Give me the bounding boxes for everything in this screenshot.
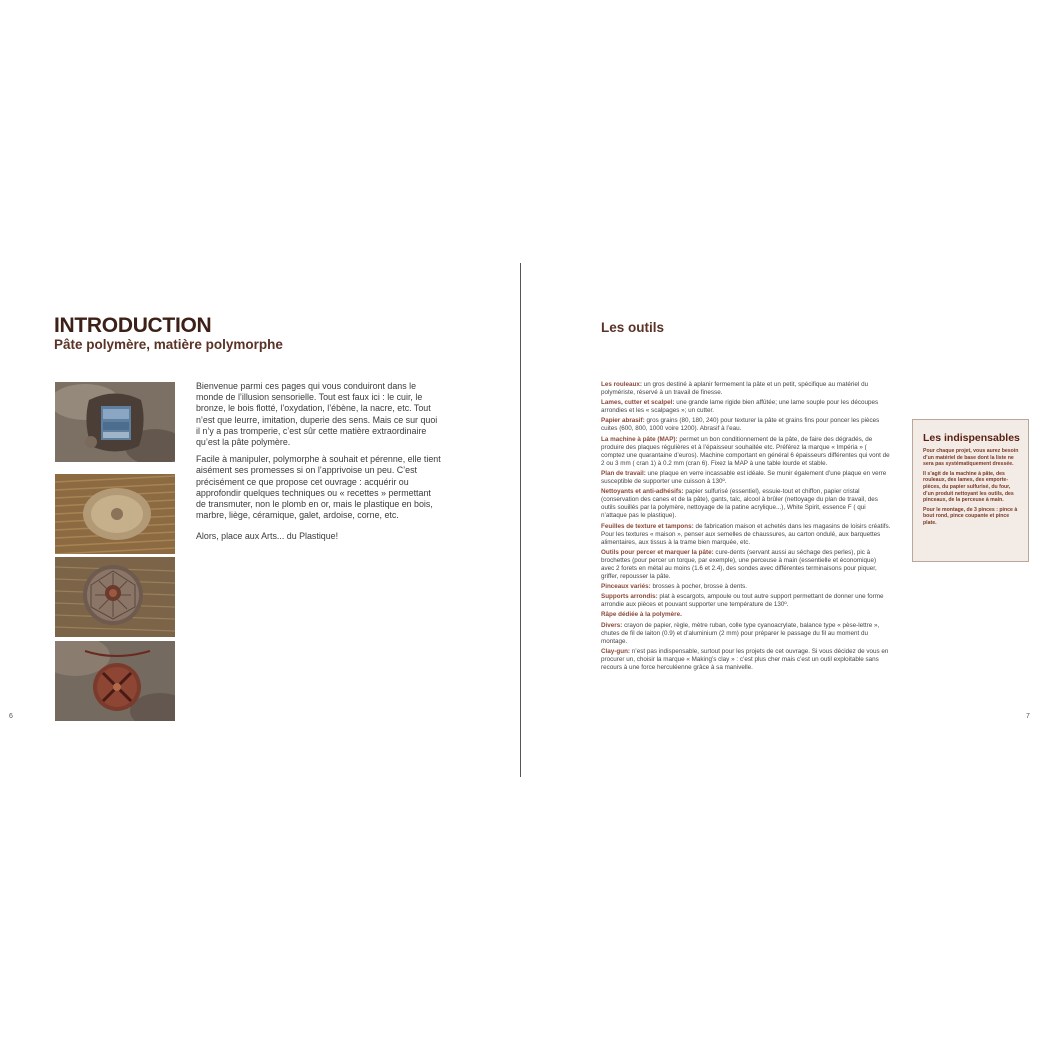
list-item: Lames, cutter et scalpel: une grande lame rigide bien affûtée; une lame souple pour les découpes arrondies et les « scalpages »; un cutter. xyxy=(601,399,879,415)
page-number-left: 6 xyxy=(9,713,13,720)
list-item: Papier abrasif: gros grains (80, 180, 240) pour texturer la pâte et grains fins pour poncer les pièces cuites (600, 800, 1000 voire 1200). Abrasif à l’eau. xyxy=(601,417,880,433)
intro-paragraph: Bienvenue parmi ces pages qui vous conduiront dans le monde de l’illusion sensorielle. Tout est faux ici : le cuir, le bronze, le bois flotté, l’oxydation, l’ébène, la nacre, etc. Tout n’est que leurre, imitation, duperie des sens. Mais ce sur quoi il n’y a pas tromperie, c’est sûr cette matière extraordinaire qu’est la pâte polymère. xyxy=(196,381,438,448)
intro-paragraph: Alors, place aux Arts... du Plastique! xyxy=(196,531,339,542)
sidebar-box-essentials xyxy=(912,419,1029,562)
photo-bronze-medallion xyxy=(55,557,175,637)
photo-cork-texture xyxy=(55,474,175,554)
photo-red-pendant xyxy=(55,641,175,721)
intro-subtitle: Pâte polymère, matière polymorphe xyxy=(54,337,283,352)
intro-title: INTRODUCTION xyxy=(54,314,212,337)
list-item: Râpe dédiée à la polymère. xyxy=(601,611,682,619)
list-item: La machine à pâte (MAP): permet un bon conditionnement de la pâte, de faire des dégradés, de produire des plaques régulières et à l’épaisseur souhaitée etc. Préférez la marque « Impéria » ( comptez une quarantaine d’euros). Machine comportant en général 6 épaisseurs différentes qui vont de 2 ou 3 mm ( cran 1) à 0.2 mm (cran 6). Fixez la MAP à une table lourde et stable. xyxy=(601,435,890,467)
list-item: Pinceaux variés: brosses à pocher, brosse à dents. xyxy=(601,583,747,591)
page-gutter-divider xyxy=(520,263,521,777)
list-item: Feuilles de texture et tampons: de fabrication maison et achetés dans les magasins de loisirs créatifs. Pour les textures « maison », penser aux semelles de chaussures, au carton ondulé, aux barquettes alimentaires, aux tissus à la trame bien marquée, etc. xyxy=(601,522,891,546)
tools-list xyxy=(601,381,891,674)
list-item: Les rouleaux: un gros destiné à aplanir fermement la pâte et un petit, spécifique au matériel du polymériste, réservé à un travail de finesse. xyxy=(601,381,869,397)
intro-paragraph: Facile à manipuler, polymorphe à souhait et pérenne, elle tient aisément ses promesses si on l’apprivoise un peu. C’est précisément ce que propose cet ouvrage : acquérir ou approfondir quelques techniques ou « recettes » permettant de transmuter, non le plomb en or, mais le plastique en bois, marbre, liège, céramique, galet, ardoise, corne, etc. xyxy=(196,454,441,521)
list-item: Supports arrondis: plat à escargots, ampoule ou tout autre support permettant de donner une forme arrondie aux pièces et pouvant supporter une température de 130º. xyxy=(601,593,884,609)
sidebar-title: Les indispensables xyxy=(923,432,1020,444)
list-item: Nettoyants et anti-adhésifs: papier sulfurisé (essentiel), essuie-tout et chiffon, papier cristal (conservation des canes et de la pâte), gants, talc, alcool à brûler (nettoyage du plan de travail, des outils souillés par la polymère, nettoyage de la patine acrylique...), White Spirit, essence F ( qui n’attaque pas le plastique). xyxy=(601,488,878,520)
list-item: Clay-gun: n’est pas indispensable, surtout pour les projets de cet ouvrage. Si vous décidez de vous en procurer un, choisir la marque « Making’s clay » : c’est plus cher mais c’est un outil exploitable sans recours à une force herculéenne grâce à sa manivelle. xyxy=(601,647,889,671)
list-item: Plan de travail: une plaque en verre incassable est idéale. Se munir également d’une plaque en verre susceptible de supporter une cuisson à 130º. xyxy=(601,469,887,486)
intro-body xyxy=(196,381,442,549)
page-number-right: 7 xyxy=(1026,713,1030,720)
list-item: Outils pour percer et marquer la pâte: cure-dents (servant aussi au séchage des perles), pic à brochettes (pour percer un torque, par exemple), une perceuse à main (essentielle et économique) avec 2 forets en métal au moins (1.6 et 2.4), des sondes avec différentes terminaisons pour piquer, griffer, repousser la pâte. xyxy=(601,548,877,581)
sidebar-paragraph: Pour le montage, de 3 pinces : pince à bout rond, pince coupante et pince plate. xyxy=(923,506,1018,526)
tools-title: Les outils xyxy=(601,320,665,335)
sidebar-paragraph: Il s’agit de la machine à pâte, des rouleaux, des lames, des emporte-pièces, du papier sulfurisé, du four, d’un produit nettoyant les outils, des pinceaux, de la perceuse à main. xyxy=(923,470,1014,504)
sidebar-paragraph: Pour chaque projet, vous aurez besoin d’un matériel de base dont la liste ne sera pas systématiquement dressée. xyxy=(923,448,1019,468)
list-item: Divers: crayon de papier, règle, mètre ruban, colle type cyanoacrylate, balance type « pèse-lettre », chutes de fil de laiton (0.9) et d’aluminium (2 mm) pour préparer le passage du fil au moment du montage. xyxy=(601,621,880,645)
photo-leather-pendant xyxy=(55,382,175,462)
